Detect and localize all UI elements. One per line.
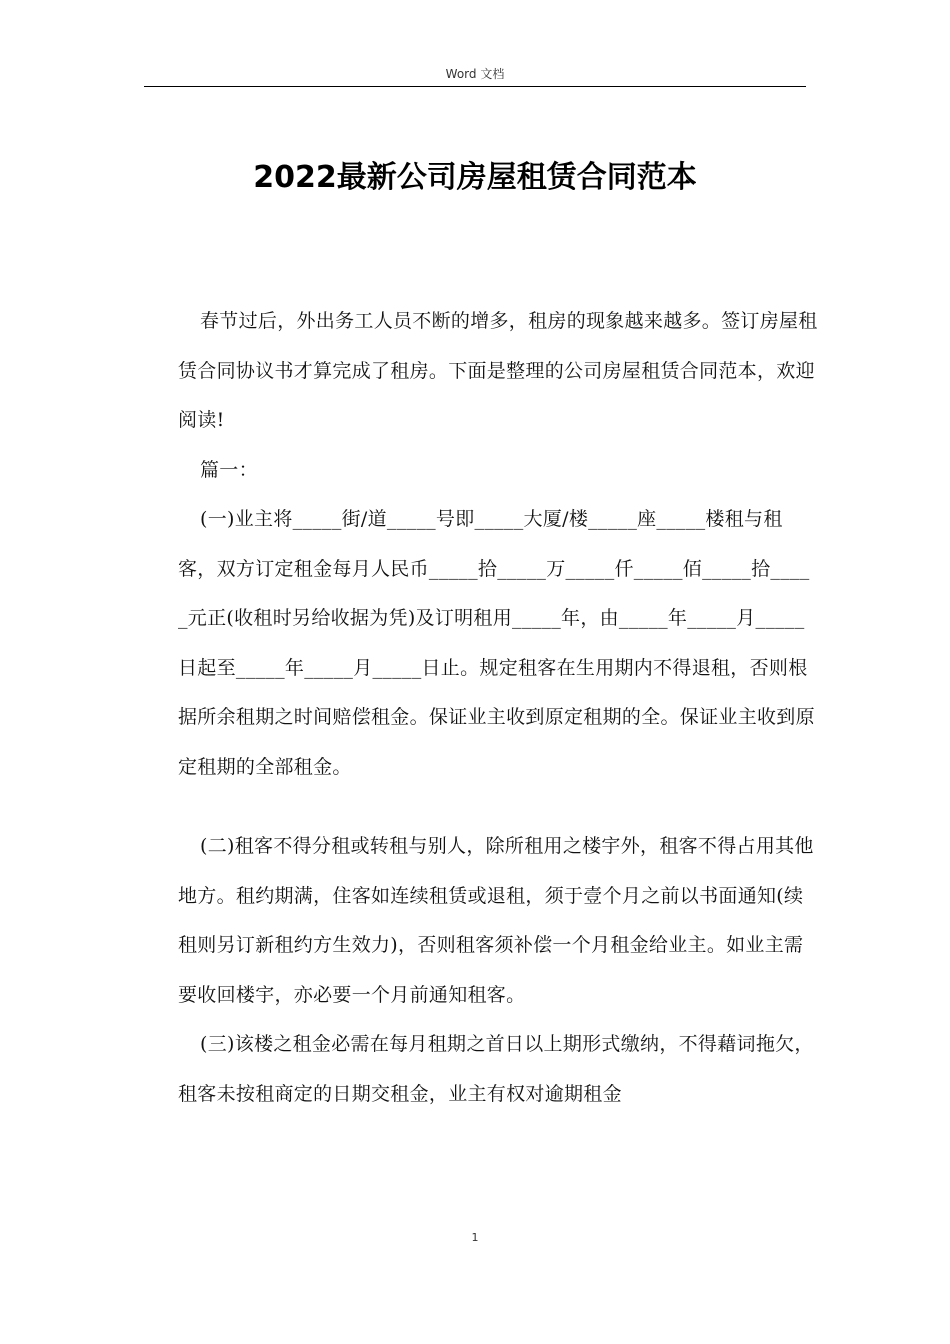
clause-paragraph-1: (一)业主将_____街/道_____号即_____大厦/楼_____座_____楼租与租客，双方订定租金每月人民币_____拾_____万_____仟_____佰_____拾_____元正(收租时另给收据为凭)及订明租用_____年，由_____年_____月_____日起至_____年_____月_____日止。规定租客在生用期内不得退租，否则根据所余租期之时间赔偿租金。保证业主收到原定租期的全。保证业主收到原定租期的全部租金。: [178, 508, 815, 778]
document-title: 2022最新公司房屋租赁合同范本: [253, 160, 697, 195]
header-rule: [144, 86, 806, 87]
section-heading: 篇一：: [200, 458, 258, 481]
clause-paragraph-2: (二)租客不得分租或转租与别人，除所租用之楼宇外，租客不得占用其他地方。租约期满，住客如连续租赁或退租，须于壹个月之前以书面通知(续租则另订新租约方生效力)，否则租客须补偿一个月租金给业主。如业主需要收回楼宇，亦必要一个月前通知租客。: [178, 835, 814, 1006]
page-number: 1: [471, 1231, 479, 1244]
document-body: [178, 297, 818, 1119]
page-header: Word 文档: [445, 67, 505, 81]
clause-paragraph-3: (三)该楼之租金必需在每月租期之首日以上期形式缴纳，不得藉词拖欠，租客未按租商定的日期交租金，业主有权对逾期租金: [178, 1033, 814, 1105]
intro-paragraph: 春节过后，外出务工人员不断的增多，租房的现象越来越多。签订房屋租赁合同协议书才算完成了租房。下面是整理的公司房屋租赁合同范本，欢迎阅读!: [178, 310, 818, 431]
